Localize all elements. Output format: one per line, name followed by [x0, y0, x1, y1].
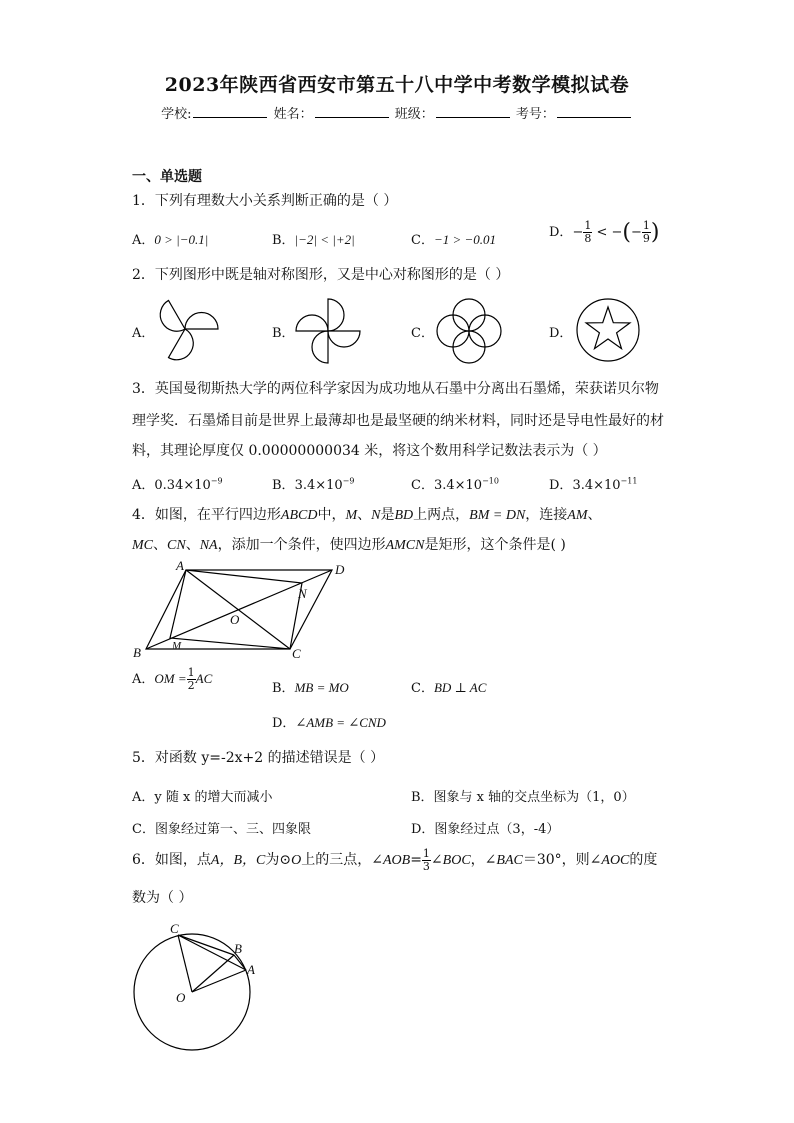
- q4-l1-abcd: ABCD: [280, 508, 318, 523]
- q4-l1-am: AM: [567, 508, 588, 523]
- q4-line-1: [132, 502, 602, 529]
- q4-l2-na: NA: [199, 538, 218, 553]
- q4-label-a: A: [176, 558, 184, 573]
- q4-label-d: D: [335, 562, 345, 577]
- q4-a-right: AC: [195, 671, 213, 686]
- q1-d-paren-close: ): [650, 220, 660, 245]
- q3-a-base: 0.34×10: [154, 478, 211, 493]
- school-label: 学校:: [161, 107, 192, 122]
- q4-a-left: OM =: [154, 671, 187, 686]
- number-blank[interactable]: [557, 105, 631, 118]
- q4-l1-d: 是: [380, 507, 395, 523]
- q5-option-d[interactable]: D．图象经过点（3，-4）: [411, 822, 560, 837]
- q1-option-d[interactable]: D．− $\frac{1}{8}$ < −(− $\frac{1}{9}$ ): [549, 219, 660, 245]
- q4-l1-g: 、: [587, 507, 602, 523]
- q4-l2-a: 、: [153, 537, 167, 553]
- q6-l1-c: 上的三点，∠: [301, 852, 383, 868]
- q1-d-label: D．: [549, 225, 573, 240]
- q2-a-label[interactable]: A．: [132, 326, 155, 341]
- q3-b-exp: −9: [342, 476, 355, 486]
- q4-l1-a: 4．如图，在平行四边形: [132, 507, 281, 523]
- q6-l1-boc: ∠BOC: [430, 853, 471, 868]
- q3-a-exp: −9: [210, 476, 223, 486]
- q1-d-paren-open: (: [622, 220, 631, 245]
- q4-l2-amcn: AMCN: [385, 538, 425, 553]
- q3-d-exp: −11: [620, 476, 638, 486]
- q4-l2-c: ，添加一个条件，使四边形: [217, 537, 386, 553]
- q3-d-base: 3.4×10: [572, 478, 621, 493]
- q6-segment-ba: [234, 955, 246, 970]
- class-label: 班级：: [394, 107, 434, 122]
- q4-l1-b: 中，: [317, 507, 346, 523]
- q5-option-a[interactable]: A．y 随 x 的增大而减小: [132, 790, 273, 805]
- q6-l1-bac: BAC: [496, 853, 523, 868]
- section-heading: 一、单选题: [132, 169, 202, 185]
- q2-stem: 2．下列图形中既是轴对称图形，又是中心对称图形的是（ ）: [132, 267, 510, 283]
- q4-quadrilateral-amcn: [170, 570, 302, 649]
- q4-option-c[interactable]: [411, 677, 486, 696]
- name-label: 姓名：: [273, 107, 313, 122]
- q4-diagonal-bd: [146, 570, 332, 649]
- q4-label-o: O: [230, 612, 240, 627]
- q6-l1-d: ，∠: [470, 852, 497, 868]
- q6-l1-eq: =: [410, 852, 422, 868]
- q5-option-c[interactable]: C．图象经过第一、三、四象限: [132, 822, 311, 837]
- q6-segment-oc: [178, 935, 192, 992]
- q1-a-text: 0 > |−0.1|: [154, 232, 209, 247]
- q6-label-o: O: [176, 990, 186, 1005]
- q3-c-label: C．: [411, 478, 434, 493]
- q1-b-text: |−2| < |+2|: [294, 232, 355, 247]
- q4-l2-cn: CN: [167, 538, 186, 553]
- q4-label-n: N: [298, 586, 307, 601]
- q4-l1-e: 上两点，: [413, 507, 470, 523]
- q4-b-text: MB = MO: [294, 680, 349, 695]
- q2-c-label[interactable]: C．: [411, 326, 434, 341]
- q6-l1-a: 6．如图，点: [132, 852, 211, 868]
- q6-l1-pts: A，B，C: [210, 853, 266, 868]
- q3-b-base: 3.4×10: [294, 478, 343, 493]
- q3-option-a[interactable]: [132, 474, 223, 493]
- q6-l1-aoc: AOC: [601, 853, 630, 868]
- q4-label-m: M: [172, 640, 182, 652]
- q1-stem: 1．下列有理数大小关系判断正确的是（ ）: [132, 193, 398, 209]
- q4-b-label: B．: [272, 681, 295, 696]
- q4-label-b: B: [133, 645, 141, 660]
- q5-stem: 5．对函数 y=-2x+2 的描述错误是（ ）: [132, 750, 385, 766]
- q2-b-label[interactable]: B．: [272, 326, 295, 341]
- class-blank[interactable]: [436, 105, 510, 118]
- q6-l1-f: 的度: [629, 852, 658, 868]
- q3-option-c[interactable]: [411, 474, 499, 493]
- q3-d-label: D．: [549, 478, 573, 493]
- q4-l1-bm: BM = DN: [469, 508, 526, 523]
- q4-option-d[interactable]: [272, 712, 386, 731]
- q4-c-text: BD ⊥ AC: [433, 680, 487, 695]
- q6-l1-o: O: [291, 853, 302, 868]
- number-label: 考号：: [515, 107, 555, 122]
- q1-d-num1: 1: [584, 219, 592, 232]
- q4-a-den: 2: [187, 679, 195, 692]
- page-title: 2023年陕西省西安市第五十八中学中考数学模拟试卷: [164, 74, 630, 96]
- q4-option-b[interactable]: [272, 677, 349, 696]
- q4-d-label: D．: [272, 716, 296, 731]
- q1-d-fraction-2: [642, 220, 651, 245]
- q3-c-base: 3.4×10: [433, 478, 483, 493]
- q4-l2-b: 、: [185, 537, 200, 553]
- q3-a-label: A．: [132, 478, 155, 493]
- q6-label-a: A: [247, 962, 255, 977]
- q1-d-fraction-1: [583, 220, 592, 245]
- q4-a-label: A．: [132, 672, 155, 687]
- q2-figure-d-star-circle: [573, 295, 643, 365]
- q6-l1-b: 为⊙: [265, 852, 292, 868]
- q6-l1-aob: AOB: [382, 853, 411, 868]
- q6-l1-e: ＝30°，则∠: [522, 852, 602, 868]
- q2-figure-b-windmill: [293, 296, 363, 366]
- school-blank[interactable]: [193, 105, 267, 118]
- q3-line-2: 理学奖．石墨烯目前是世界上最薄却也是最坚硬的纳米材料，同时还是导电性最好的材: [132, 413, 664, 429]
- q4-l1-bd: BD: [394, 508, 414, 523]
- q2-figure-a-pinwheel: [152, 296, 222, 366]
- q4-d-text: ∠AMB = ∠CND: [295, 715, 386, 730]
- q6-num: 1: [422, 846, 430, 860]
- name-blank[interactable]: [315, 105, 389, 118]
- q6-den: 3: [422, 859, 430, 873]
- q4-c-label: C．: [411, 681, 434, 696]
- q1-a-label: A．: [132, 233, 155, 248]
- q4-a-num: 1: [187, 666, 195, 679]
- q5-option-b[interactable]: B．图象与 x 轴的交点坐标为（1，0）: [411, 790, 635, 805]
- q6-line-2: 数为（ ）: [132, 890, 193, 906]
- q1-d-num2: 1: [642, 219, 650, 232]
- q1-d-minus: −: [572, 225, 584, 240]
- q6-segment-oa: [192, 970, 246, 992]
- q4-parallelogram-figure: [130, 558, 360, 664]
- student-info-line: [0, 103, 794, 122]
- q3-c-exp: −10: [482, 476, 499, 486]
- q1-d-mid: < −: [596, 225, 623, 240]
- q3-option-b[interactable]: [272, 474, 354, 493]
- q4-a-fraction: [187, 667, 196, 692]
- q4-line-2: [132, 532, 566, 559]
- q1-c-text: −1 > −0.01: [433, 232, 497, 247]
- q4-option-a[interactable]: [132, 667, 212, 692]
- q1-d-den2: 9: [642, 232, 650, 245]
- q4-label-c: C: [292, 646, 301, 661]
- q4-l2-d: 是矩形，这个条件是( ): [424, 537, 566, 553]
- q1-option-c[interactable]: [411, 229, 496, 248]
- q4-l1-c: 、: [357, 507, 372, 523]
- q3-option-d[interactable]: [549, 474, 637, 493]
- q3-b-label: B．: [272, 478, 295, 493]
- q1-option-a[interactable]: [132, 229, 208, 248]
- q6-label-c: C: [170, 921, 179, 936]
- q6-fraction: [422, 848, 431, 873]
- q6-line-1: [132, 847, 657, 874]
- q6-label-b: B: [234, 941, 242, 956]
- q1-d-den1: 8: [584, 232, 592, 245]
- q3-line-3: 料，其理论厚度仅 0.00000000034 米，将这个数用科学记数法表示为（ ）: [132, 443, 607, 459]
- q2-figure-c-four-circles: [434, 296, 504, 366]
- q4-l2-mc: MC: [132, 538, 153, 553]
- q6-circle-figure: [126, 916, 266, 1056]
- q4-l1-n: N: [371, 508, 381, 523]
- q4-l1-f: ，连接: [525, 507, 568, 523]
- q3-line-1: 3．英国曼彻斯热大学的两位科学家因为成功地从石墨中分离出石墨烯，荣获诺贝尔物: [132, 381, 659, 397]
- q1-c-label: C．: [411, 233, 434, 248]
- q2-d-label[interactable]: D．: [549, 326, 573, 341]
- q1-b-label: B．: [272, 233, 295, 248]
- q1-option-b[interactable]: [272, 229, 355, 248]
- q4-l1-m: M: [345, 508, 358, 523]
